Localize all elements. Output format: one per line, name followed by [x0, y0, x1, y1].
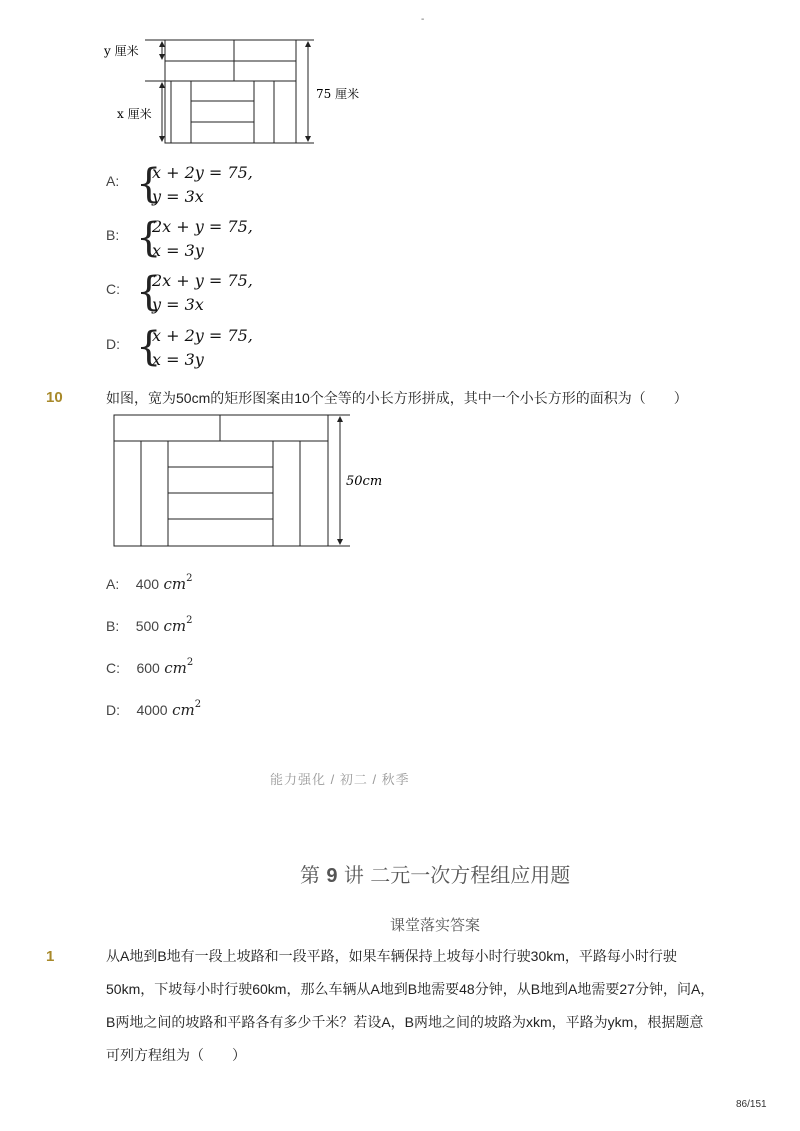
q10-number: 10	[46, 389, 63, 406]
q10-option-d[interactable]: D: 4000 $cm^2$	[106, 699, 202, 719]
q9-option-b[interactable]: B: { 2x + y = 75, x = 3y	[106, 215, 253, 261]
page-footer: 能力强化 / 初二 / 秋季	[270, 772, 410, 787]
q9-option-c[interactable]: C: { 2x + y = 75, y = 3x	[106, 269, 253, 315]
figure-2-label: 50cm	[346, 474, 383, 489]
q9-option-a[interactable]: A: { x + 2y = 75, y = 3x	[106, 161, 253, 207]
brace-icon: {	[136, 269, 162, 315]
lecture-title: 第 9 讲 二元一次方程组应用题	[300, 863, 571, 887]
q10-option-a[interactable]: A: 400 $cm^2$	[106, 573, 193, 593]
figure-1-label-total: 75 厘米	[316, 87, 360, 101]
brace-icon: {	[136, 324, 162, 370]
figure-2-diagram	[110, 410, 400, 555]
top-mark: -	[421, 14, 425, 25]
figure-1-label-x: x 厘米	[117, 107, 152, 121]
page-number: 86/151	[736, 1099, 767, 1110]
q10-option-c[interactable]: C: 600 $cm^2$	[106, 657, 194, 677]
q9-option-d[interactable]: D: { x + 2y = 75, x = 3y	[106, 324, 253, 370]
brace-icon: {	[136, 215, 162, 261]
q1-number: 1	[46, 948, 55, 965]
figure-1-diagram	[100, 30, 370, 155]
q1-text: 从A地到B地有一段上坡路和一段平路，如果车辆保持上坡每小时行驶30km，平路每小时行驶50km，下坡每小时行驶60km，那么车辆从A地到B地需要48分钟，从B地到A地需要27分钟，问A，B两地之间的坡路和平路各有多少千米？若设A，B两地之间的坡路为xkm，平路为ykm，根据题意可列方程组为（ ）	[106, 948, 715, 1063]
q10-text: 如图，宽为50cm的矩形图案由10个全等的小长方形拼成，其中一个小长方形的面积为（ ）	[106, 390, 688, 406]
q10-option-b[interactable]: B: 500 $cm^2$	[106, 615, 193, 635]
section-title: 课堂落实答案	[390, 916, 481, 934]
brace-icon: {	[136, 161, 162, 207]
figure-1-label-y: y 厘米	[104, 44, 139, 58]
